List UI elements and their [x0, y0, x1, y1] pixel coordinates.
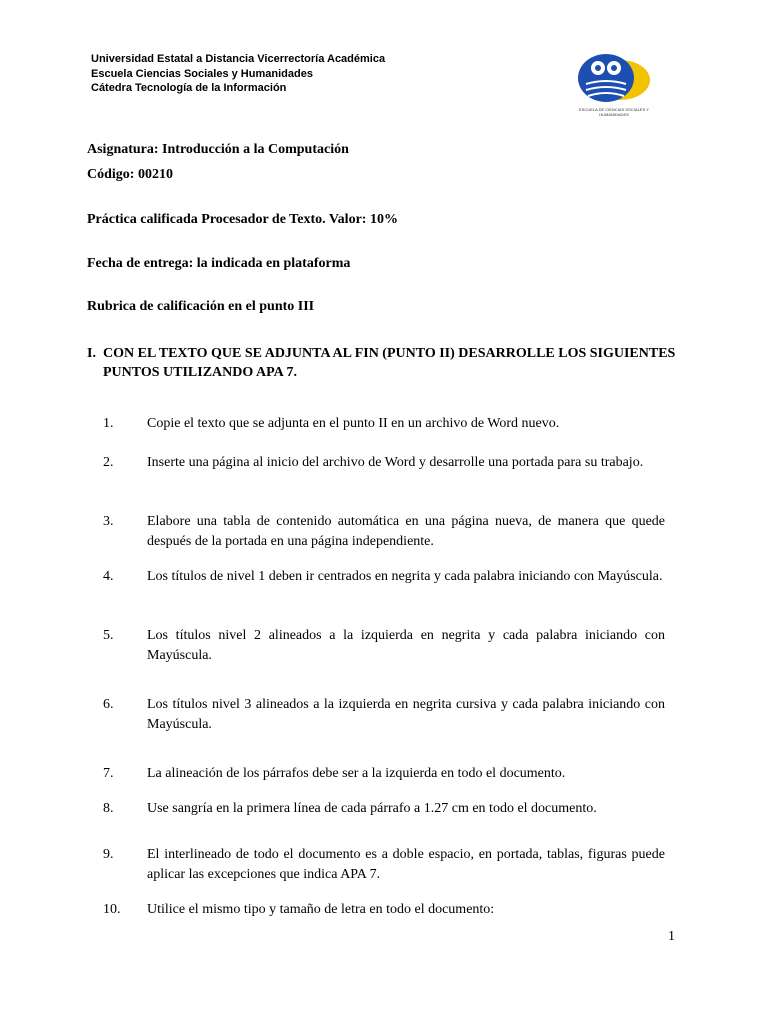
practice-line: Práctica calificada Procesador de Texto. Valor: 10%	[87, 212, 398, 227]
list-item-number: 7.	[103, 766, 114, 781]
page-number: 1	[668, 929, 675, 944]
list-item-number: 1.	[103, 416, 114, 431]
header-line-school: Escuela Ciencias Sociales y Humanidades	[91, 67, 313, 80]
logo-caption: ESCUELA DE CIENCIAS SOCIALES Y HUMANIDADES	[579, 107, 649, 117]
list-item-number: 2.	[103, 455, 114, 470]
list-item-text: Use sangría en la primera línea de cada párrafo a 1.27 cm en todo el documento.	[147, 801, 597, 816]
due-date-line: Fecha de entrega: la indicada en plataforma	[87, 256, 351, 271]
list-item-text: Copie el texto que se adjunta en el punto II en un archivo de Word nuevo.	[147, 416, 560, 431]
header-line-university: Universidad Estatal a Distancia Vicerrectoría Académica	[91, 53, 386, 65]
subject-line: Asignatura: Introducción a la Computación	[87, 142, 349, 157]
list-item-text: El interlineado de todo el documento es a doble espacio, en portada, tablas, figuras puede aplicar las excepciones que indica APA 7.	[147, 847, 665, 882]
list-item-number: 5.	[103, 628, 114, 643]
header-line-chair: Cátedra Tecnología de la Información	[91, 82, 287, 94]
list-item-text: Los títulos nivel 2 alineados a la izquierda en negrita y cada palabra iniciando con Mayúscula.	[147, 628, 665, 663]
list-item-number: 10.	[103, 902, 121, 917]
section-number: I.	[87, 346, 96, 361]
list-item-number: 4.	[103, 569, 114, 584]
list-item-number: 6.	[103, 697, 114, 712]
list-item-text: Los títulos nivel 3 alineados a la izquierda en negrita cursiva y cada palabra iniciando con Mayúscula.	[147, 697, 665, 732]
list-item-number: 9.	[103, 847, 114, 862]
list-item-number: 3.	[103, 514, 114, 529]
section-title: CON EL TEXTO QUE SE ADJUNTA AL FIN (PUNTO II) DESARROLLE LOS SIGUIENTES PUNTOS UTILIZANDO APA 7.	[103, 346, 676, 380]
code-line: Código: 00210	[87, 167, 173, 182]
list-item-text: Elabore una tabla de contenido automática en una página nueva, de manera que quede después de la portada en una página independiente.	[147, 514, 665, 549]
list-item-number: 8.	[103, 801, 114, 816]
list-item-text: Los títulos de nivel 1 deben ir centrados en negrita y cada palabra iniciando con Mayúscula.	[147, 569, 663, 584]
list-item-text: Utilice el mismo tipo y tamaño de letra en todo el documento:	[147, 902, 495, 917]
list-item-text: Inserte una página al inicio del archivo de Word y desarrolle una portada para su trabajo.	[147, 455, 644, 470]
institution-header	[91, 52, 385, 96]
rubric-line: Rubrica de calificación en el punto III	[87, 299, 315, 314]
list-item-text: La alineación de los párrafos debe ser a la izquierda en todo el documento.	[147, 766, 566, 781]
